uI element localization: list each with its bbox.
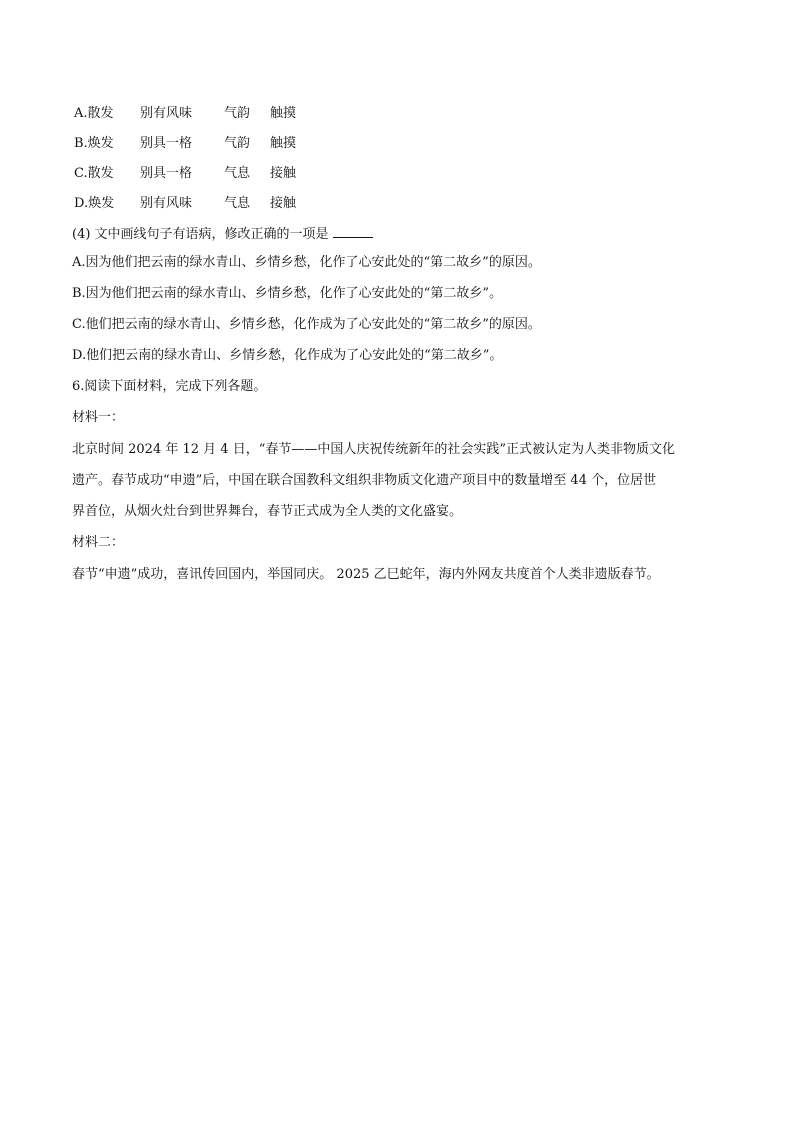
question-6-stem: 6.阅读下面材料，完成下列各题。 bbox=[72, 379, 267, 394]
option-word-2: 气韵 bbox=[224, 135, 251, 151]
options-row-b bbox=[74, 126, 310, 156]
option-word-2: 气息 bbox=[224, 165, 251, 181]
option-word-1: 别有风味 bbox=[140, 195, 193, 211]
material-1-title: 材料一： bbox=[72, 410, 125, 425]
option-letter: B.焕发 bbox=[74, 135, 114, 151]
material-2-title: 材料二： bbox=[72, 535, 125, 550]
options-row-a bbox=[74, 96, 310, 126]
answer-blank[interactable] bbox=[333, 223, 373, 238]
option-letter: D.焕发 bbox=[74, 195, 115, 211]
question-4-option-d: D.他们把云南的绿水青山、乡情乡愁，化作成为了心安此处的“第二故乡”。 bbox=[72, 348, 503, 363]
question-4-stem bbox=[72, 223, 373, 244]
options-table bbox=[74, 96, 310, 216]
option-word-3: 触摸 bbox=[270, 105, 297, 121]
option-word-2: 气息 bbox=[224, 195, 251, 211]
option-word-3: 接触 bbox=[270, 195, 297, 211]
question-4-option-b: B.因为他们把云南的绿水青山、乡情乡愁，化作了心安此处的“第二故乡”。 bbox=[72, 286, 502, 301]
material-1-line: 界首位，从烟火灶台到世界舞台，春节正式成为全人类的文化盛宴。 bbox=[72, 504, 463, 519]
question-4-option-c: C.他们把云南的绿水青山、乡情乡愁，化作成为了心安此处的“第二故乡”的原因。 bbox=[72, 317, 541, 332]
option-word-3: 触摸 bbox=[270, 135, 297, 151]
material-1-line: 北京时间 2024 年 12 月 4 日，“春节——中国人庆祝传统新年的社会实践”正式被认定为人类非物质文化 bbox=[72, 442, 675, 457]
option-word-1: 别具一格 bbox=[140, 135, 193, 151]
material-1-line: 遗产。春节成功“申遗”后，中国在联合国教科文组织非物质文化遗产项目中的数量增至 44 个，位居世 bbox=[72, 473, 657, 488]
options-row-c bbox=[74, 156, 310, 186]
option-word-3: 接触 bbox=[270, 165, 297, 181]
option-letter: C.散发 bbox=[74, 165, 114, 181]
question-4-option-a: A.因为他们把云南的绿水青山、乡情乡愁，化作了心安此处的“第二故乡”的原因。 bbox=[72, 255, 541, 270]
option-letter: A.散发 bbox=[74, 105, 114, 121]
option-word-1: 别具一格 bbox=[140, 165, 193, 181]
material-2-line: 春节“申遗”成功，喜讯传回国内，举国同庆。 2025 乙巳蛇年，海内外网友共度首个人类非遗版春节。 bbox=[72, 567, 660, 582]
options-row-d bbox=[74, 186, 310, 216]
question-4-text: (4) 文中画线句子有语病，修改正确的一项是 bbox=[72, 227, 329, 242]
option-word-2: 气韵 bbox=[224, 105, 251, 121]
option-word-1: 别有风味 bbox=[140, 105, 193, 121]
